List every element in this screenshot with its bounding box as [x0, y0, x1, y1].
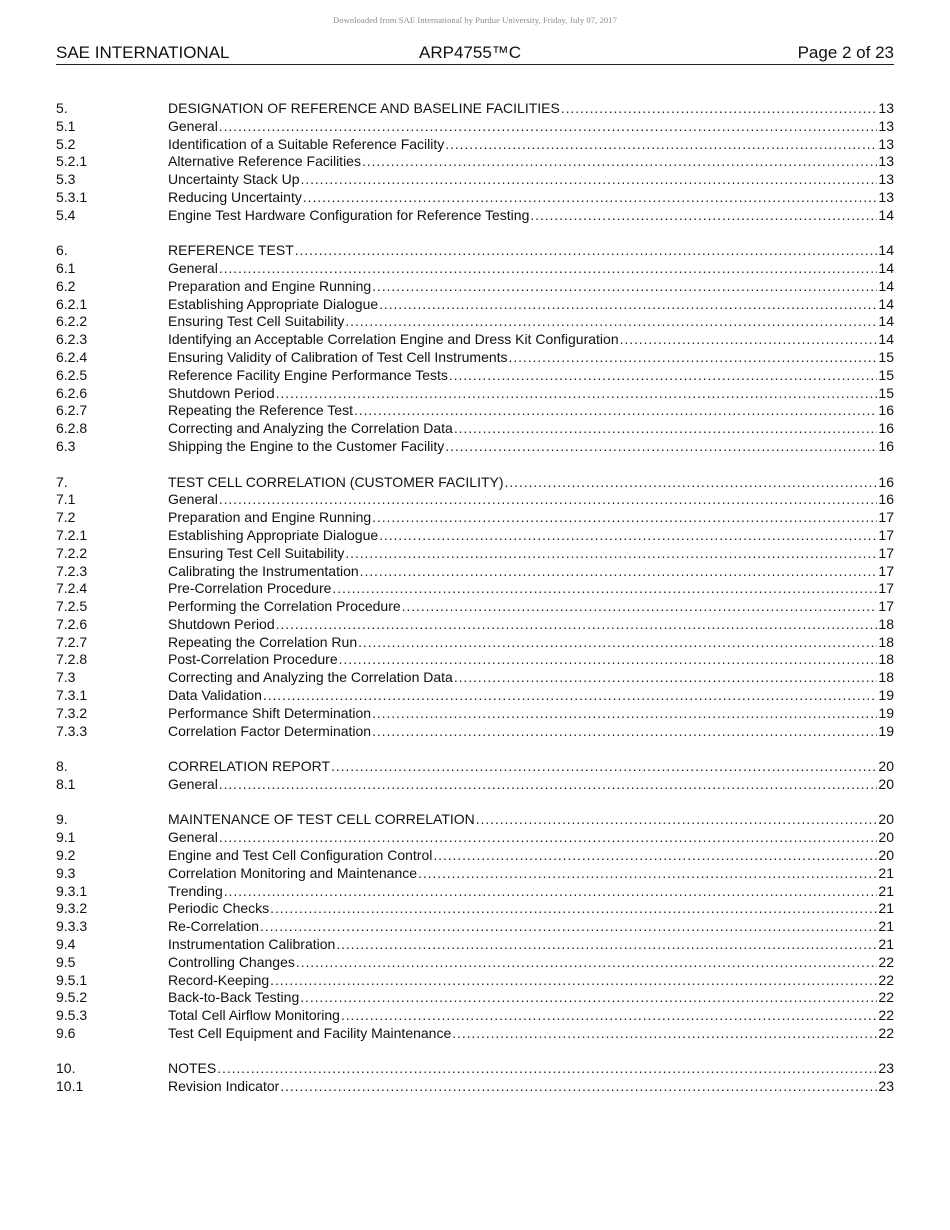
toc-entry-page: 21	[878, 918, 894, 935]
toc-entry[interactable]	[56, 545, 894, 563]
dot-leader	[217, 1060, 877, 1078]
toc-entry-number: 7.2.5	[56, 598, 88, 615]
dot-leader	[280, 1078, 877, 1096]
toc-entry-number: 9.1	[56, 829, 76, 846]
toc-entry[interactable]	[56, 829, 894, 847]
toc-entry-page: 23	[878, 1060, 894, 1077]
toc-entry[interactable]	[56, 1060, 894, 1078]
dot-leader	[454, 669, 877, 687]
toc-entry-page: 22	[878, 989, 894, 1006]
toc-entry-title: Identification of a Suitable Reference Facility	[168, 135, 445, 152]
toc-entry-page: 21	[878, 882, 894, 899]
toc-entry[interactable]	[56, 1025, 894, 1043]
toc-entry-number: 7.3	[56, 669, 76, 686]
toc-entry-page: 16	[878, 438, 894, 455]
dot-leader	[530, 207, 877, 225]
toc-entry-number: 7.2.8	[56, 651, 88, 668]
toc-entry[interactable]	[56, 491, 894, 509]
table-of-contents	[56, 100, 894, 1114]
toc-entry-page: 18	[878, 651, 894, 668]
toc-entry[interactable]	[56, 723, 894, 741]
toc-entry-title: DESIGNATION OF REFERENCE AND BASELINE FACILITIES	[168, 100, 560, 116]
toc-entry-title: Test Cell Equipment and Facility Maintenance	[168, 1025, 452, 1041]
toc-entry-page: 14	[878, 295, 894, 312]
document-number: ARP4755™C	[419, 43, 522, 62]
toc-section	[56, 242, 894, 456]
toc-entry-title: Data Validation	[168, 687, 262, 704]
dot-leader	[276, 616, 877, 634]
toc-entry-page: 22	[878, 953, 894, 970]
dot-leader	[219, 260, 877, 278]
toc-entry-title: Correcting and Analyzing the Correlation Data	[168, 669, 453, 686]
toc-entry-title: Establishing Appropriate Dialogue	[168, 526, 379, 543]
toc-entry-title: TEST CELL CORRELATION (CUSTOMER FACILITY)	[168, 473, 504, 490]
toc-entry-number: 7.2	[56, 509, 76, 526]
toc-entry[interactable]	[56, 705, 894, 723]
toc-entry-page: 14	[878, 242, 894, 259]
dot-leader	[360, 563, 877, 581]
toc-section	[56, 758, 894, 794]
toc-entry-page: 20	[878, 847, 894, 864]
toc-entry[interactable]	[56, 954, 894, 972]
toc-entry-page: 16	[878, 473, 894, 490]
dot-leader	[332, 580, 877, 598]
toc-entry-number: 6.2.5	[56, 366, 88, 383]
toc-entry-page: 21	[878, 864, 894, 881]
toc-entry-number: 8.1	[56, 775, 76, 792]
toc-entry-number: 7.2.2	[56, 544, 88, 561]
toc-entry-page: 21	[878, 900, 894, 917]
toc-entry[interactable]	[56, 651, 894, 669]
toc-entry-number: 9.5.2	[56, 989, 88, 1006]
toc-entry-number: 7.3.1	[56, 687, 88, 704]
toc-entry-number: 6.	[56, 242, 68, 259]
toc-section	[56, 1060, 894, 1096]
toc-entry-number: 5.2.1	[56, 153, 88, 170]
toc-entry[interactable]	[56, 687, 894, 705]
publisher-name: SAE INTERNATIONAL	[56, 43, 230, 62]
toc-entry-page: 16	[878, 491, 894, 508]
toc-entry[interactable]	[56, 847, 894, 865]
toc-entry-title: Preparation and Engine Running	[168, 509, 372, 526]
toc-entry-title: Pre-Correlation Procedure	[168, 580, 332, 597]
dot-leader	[303, 189, 877, 207]
toc-section	[56, 811, 894, 1042]
toc-entry[interactable]	[56, 349, 894, 367]
toc-entry-title: Record-Keeping	[168, 971, 270, 988]
toc-entry-number: 5.4	[56, 206, 76, 223]
toc-entry[interactable]	[56, 918, 894, 936]
dot-leader	[276, 385, 877, 403]
dot-leader	[505, 474, 877, 492]
toc-entry-number: 6.2.4	[56, 349, 88, 366]
toc-entry[interactable]	[56, 580, 894, 598]
toc-entry-number: 7.2.4	[56, 580, 88, 597]
toc-entry-number: 9.4	[56, 936, 76, 953]
toc-entry[interactable]	[56, 972, 894, 990]
page-header	[56, 42, 894, 65]
dot-leader	[402, 598, 877, 616]
toc-entry-title: Calibrating the Instrumentation	[168, 562, 359, 579]
download-watermark: Downloaded from SAE International by Purdue University, Friday, July 07, 2017	[333, 15, 617, 25]
toc-entry-page: 22	[878, 971, 894, 988]
toc-entry-page: 17	[878, 509, 894, 526]
toc-entry-page: 17	[878, 598, 894, 615]
toc-entry-title: Establishing Appropriate Dialogue	[168, 295, 379, 312]
toc-entry-page: 13	[878, 153, 894, 170]
toc-entry-number: 5.3.1	[56, 188, 88, 205]
dot-leader	[270, 972, 877, 990]
toc-entry-number: 9.3.3	[56, 918, 88, 935]
dot-leader	[372, 278, 877, 296]
toc-entry-page: 18	[878, 669, 894, 686]
dot-leader	[509, 349, 877, 367]
toc-entry[interactable]	[56, 776, 894, 794]
toc-entry-number: 9.3.1	[56, 882, 88, 899]
toc-entry-page: 20	[878, 829, 894, 846]
toc-entry-title: Ensuring Validity of Calibration of Test Cell Instruments	[168, 349, 508, 366]
toc-entry-number: 6.3	[56, 438, 76, 455]
dot-leader	[372, 509, 877, 527]
toc-entry[interactable]	[56, 811, 894, 829]
toc-entry-number: 6.2.3	[56, 331, 88, 348]
toc-entry[interactable]	[56, 153, 894, 171]
toc-entry[interactable]	[56, 989, 894, 1007]
toc-entry-number: 6.2.6	[56, 384, 88, 401]
dot-leader	[561, 100, 877, 118]
toc-entry[interactable]	[56, 118, 894, 136]
toc-entry-number: 7.2.7	[56, 633, 88, 650]
toc-entry-number: 10.1	[56, 1078, 84, 1095]
toc-entry-number: 8.	[56, 758, 68, 775]
toc-entry-page: 14	[878, 206, 894, 223]
toc-entry[interactable]	[56, 900, 894, 918]
toc-entry-number: 7.3.3	[56, 722, 88, 739]
toc-entry-page: 13	[878, 171, 894, 188]
toc-entry-title: Correlation Monitoring and Maintenance	[168, 864, 418, 881]
toc-entry[interactable]	[56, 865, 894, 883]
dot-leader	[433, 847, 877, 865]
dot-leader	[345, 313, 877, 331]
toc-entry-page: 19	[878, 687, 894, 704]
toc-entry-number: 5.	[56, 100, 68, 116]
toc-entry-number: 9.5	[56, 953, 76, 970]
toc-entry-title: Ensuring Test Cell Suitability	[168, 544, 345, 561]
toc-entry-page: 15	[878, 366, 894, 383]
toc-entry-page: 17	[878, 580, 894, 597]
toc-entry-page: 19	[878, 704, 894, 721]
toc-entry-page: 17	[878, 562, 894, 579]
toc-entry-title: Total Cell Airflow Monitoring	[168, 1007, 340, 1024]
toc-entry-number: 5.2	[56, 135, 76, 152]
toc-entry-number: 9.5.3	[56, 1007, 88, 1024]
dot-leader	[219, 829, 877, 847]
toc-entry-title: NOTES	[168, 1060, 217, 1077]
toc-entry-page: 14	[878, 331, 894, 348]
toc-entry-title: Correlation Factor Determination	[168, 722, 372, 739]
toc-entry[interactable]	[56, 100, 894, 118]
toc-entry-title: Performing the Correlation Procedure	[168, 598, 401, 615]
dot-leader	[301, 171, 878, 189]
toc-entry-page: 13	[878, 135, 894, 152]
toc-entry[interactable]	[56, 598, 894, 616]
toc-entry-title: Revision Indicator	[168, 1078, 280, 1095]
toc-entry-page: 13	[878, 100, 894, 116]
toc-entry-title: Shutdown Period	[168, 384, 275, 401]
toc-entry-number: 6.2.2	[56, 313, 88, 330]
toc-entry-title: Reference Facility Engine Performance Tests	[168, 366, 448, 383]
toc-entry[interactable]	[56, 616, 894, 634]
toc-entry-number: 10.	[56, 1060, 76, 1077]
toc-entry-title: General	[168, 117, 218, 134]
toc-section	[56, 474, 894, 741]
toc-entry[interactable]	[56, 385, 894, 403]
toc-entry-title: Trending	[168, 882, 223, 899]
toc-entry[interactable]	[56, 1007, 894, 1025]
dot-leader	[452, 1025, 877, 1043]
toc-entry-number: 9.3.2	[56, 900, 88, 917]
toc-entry[interactable]	[56, 242, 894, 260]
toc-entry-page: 13	[878, 188, 894, 205]
dot-leader	[445, 438, 877, 456]
toc-entry-title: General	[168, 491, 218, 508]
dot-leader	[454, 420, 877, 438]
toc-entry-number: 6.2.8	[56, 420, 88, 437]
toc-entry[interactable]	[56, 402, 894, 420]
toc-entry[interactable]	[56, 474, 894, 492]
toc-entry[interactable]	[56, 438, 894, 456]
toc-entry[interactable]	[56, 136, 894, 154]
toc-entry[interactable]	[56, 260, 894, 278]
toc-entry-page: 15	[878, 349, 894, 366]
toc-entry-page: 14	[878, 260, 894, 277]
toc-entry-page: 14	[878, 277, 894, 294]
dot-leader	[620, 331, 877, 349]
toc-entry-number: 6.2.7	[56, 402, 88, 419]
dot-leader	[336, 936, 877, 954]
dot-leader	[449, 367, 877, 385]
toc-entry-page: 13	[878, 117, 894, 134]
dot-leader	[379, 527, 877, 545]
toc-entry-title: General	[168, 829, 218, 846]
toc-entry[interactable]	[56, 331, 894, 349]
toc-entry-title: REFERENCE TEST	[168, 242, 294, 259]
toc-entry-page: 20	[878, 775, 894, 792]
toc-entry-page: 20	[878, 758, 894, 775]
toc-entry-title: Correcting and Analyzing the Correlation Data	[168, 420, 453, 437]
toc-entry-page: 21	[878, 936, 894, 953]
toc-entry-page: 22	[878, 1025, 894, 1041]
toc-entry[interactable]	[56, 758, 894, 776]
toc-entry-page: 20	[878, 811, 894, 828]
dot-leader	[445, 136, 877, 154]
toc-entry-page: 16	[878, 420, 894, 437]
toc-entry[interactable]	[56, 527, 894, 545]
dot-leader	[354, 402, 877, 420]
dot-leader	[372, 723, 877, 741]
toc-entry-number: 9.5.1	[56, 971, 88, 988]
dot-leader	[372, 705, 877, 723]
toc-entry[interactable]	[56, 936, 894, 954]
toc-entry[interactable]	[56, 634, 894, 652]
toc-entry-number: 5.1	[56, 117, 76, 134]
toc-entry-page: 16	[878, 402, 894, 419]
toc-entry-page: 19	[878, 722, 894, 739]
toc-entry-title: Back-to-Back Testing	[168, 989, 300, 1006]
dot-leader	[295, 242, 877, 260]
toc-entry[interactable]	[56, 669, 894, 687]
toc-entry-title: Engine and Test Cell Configuration Control	[168, 847, 433, 864]
toc-entry[interactable]	[56, 509, 894, 527]
dot-leader	[219, 118, 877, 136]
toc-entry[interactable]	[56, 563, 894, 581]
dot-leader	[476, 811, 877, 829]
dot-leader	[219, 776, 877, 794]
toc-entry[interactable]	[56, 313, 894, 331]
dot-leader	[224, 883, 877, 901]
toc-entry-title: Identifying an Acceptable Correlation Engine and Dress Kit Configuration	[168, 331, 619, 348]
toc-entry-page: 17	[878, 526, 894, 543]
toc-entry-title: Controlling Changes	[168, 953, 295, 970]
toc-entry-title: Shipping the Engine to the Customer Facility	[168, 438, 445, 455]
toc-entry-number: 7.2.6	[56, 615, 88, 632]
toc-entry[interactable]	[56, 171, 894, 189]
toc-entry-title: Reducing Uncertainty	[168, 188, 302, 205]
dot-leader	[219, 491, 877, 509]
toc-entry-title: Engine Test Hardware Configuration for Reference Testing	[168, 206, 530, 223]
toc-entry-title: Performance Shift Determination	[168, 704, 372, 721]
toc-entry-title: Periodic Checks	[168, 900, 270, 917]
toc-entry-title: General	[168, 260, 218, 277]
toc-entry-number: 5.3	[56, 171, 76, 188]
toc-entry-number: 6.2	[56, 277, 76, 294]
toc-entry-title: Repeating the Correlation Run	[168, 633, 358, 650]
toc-entry-number: 7.3.2	[56, 704, 88, 721]
dot-leader	[341, 1007, 877, 1025]
toc-entry-number: 9.2	[56, 847, 76, 864]
toc-entry-number: 7.2.3	[56, 562, 88, 579]
toc-entry[interactable]	[56, 1078, 894, 1096]
toc-entry-number: 9.3	[56, 864, 76, 881]
toc-entry-number: 9.6	[56, 1025, 76, 1041]
toc-entry-number: 6.2.1	[56, 295, 88, 312]
toc-entry-page: 18	[878, 615, 894, 632]
toc-entry-title: CORRELATION REPORT	[168, 758, 331, 775]
dot-leader	[263, 687, 877, 705]
toc-entry-title: Shutdown Period	[168, 615, 275, 632]
dot-leader	[270, 900, 877, 918]
toc-entry-page: 15	[878, 384, 894, 401]
toc-entry-number: 7.	[56, 473, 68, 490]
dot-leader	[339, 651, 877, 669]
toc-entry-title: Post-Correlation Procedure	[168, 651, 338, 668]
dot-leader	[345, 545, 877, 563]
toc-entry-title: Re-Correlation	[168, 918, 260, 935]
toc-entry[interactable]	[56, 420, 894, 438]
toc-entry-number: 7.2.1	[56, 526, 88, 543]
toc-entry-title: General	[168, 775, 218, 792]
toc-entry-title: Instrumentation Calibration	[168, 936, 336, 953]
toc-entry[interactable]	[56, 367, 894, 385]
dot-leader	[379, 296, 877, 314]
dot-leader	[331, 758, 877, 776]
toc-entry[interactable]	[56, 189, 894, 207]
toc-entry-title: Ensuring Test Cell Suitability	[168, 313, 345, 330]
toc-entry-number: 6.1	[56, 260, 76, 277]
toc-entry-page: 14	[878, 313, 894, 330]
dot-leader	[362, 153, 877, 171]
toc-entry-page: 23	[878, 1078, 894, 1095]
toc-entry-title: Uncertainty Stack Up	[168, 171, 300, 188]
toc-entry-number: 9.	[56, 811, 68, 828]
toc-entry-page: 17	[878, 544, 894, 561]
toc-entry-title: Alternative Reference Facilities	[168, 153, 361, 170]
dot-leader	[358, 634, 877, 652]
dot-leader	[300, 989, 877, 1007]
toc-entry-title: Preparation and Engine Running	[168, 277, 372, 294]
dot-leader	[296, 954, 877, 972]
toc-entry-title: MAINTENANCE OF TEST CELL CORRELATION	[168, 811, 475, 828]
toc-entry[interactable]	[56, 296, 894, 314]
dot-leader	[418, 865, 877, 883]
toc-entry[interactable]	[56, 883, 894, 901]
toc-entry-title: Repeating the Reference Test	[168, 402, 353, 419]
page-number: Page 2 of 23	[797, 43, 894, 62]
toc-section	[56, 100, 894, 225]
toc-entry[interactable]	[56, 278, 894, 296]
toc-entry-number: 7.1	[56, 491, 76, 508]
toc-entry[interactable]	[56, 207, 894, 225]
toc-entry-page: 18	[878, 633, 894, 650]
toc-entry-page: 22	[878, 1007, 894, 1024]
dot-leader	[260, 918, 877, 936]
